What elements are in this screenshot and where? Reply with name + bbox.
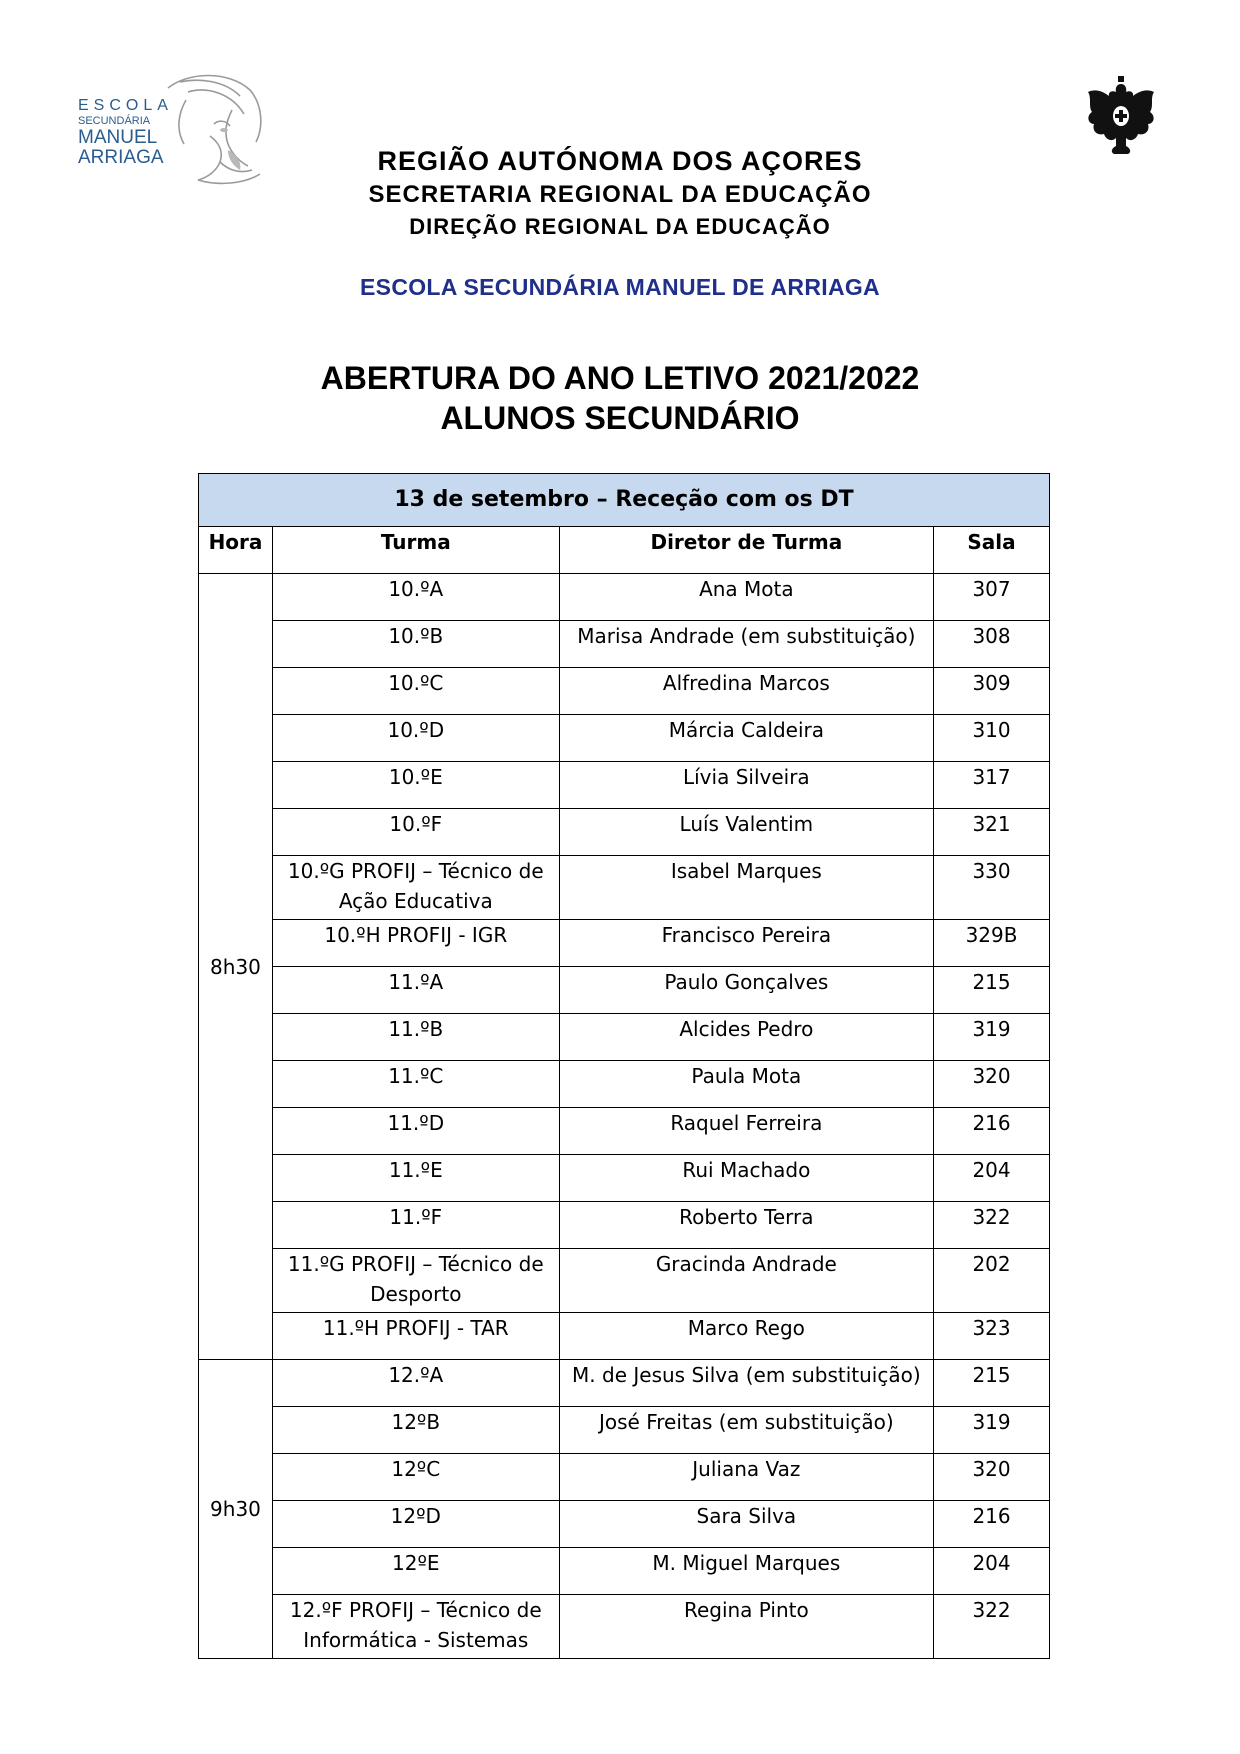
table-row xyxy=(199,1014,1050,1061)
turma-cell: 12ºD xyxy=(272,1501,559,1548)
diretor-cell: Francisco Pereira xyxy=(559,920,933,967)
turma-cell: 11.ºF xyxy=(272,1202,559,1249)
directorate-title: DIREÇÃO REGIONAL DA EDUCAÇÃO xyxy=(409,214,831,239)
column-header-sala: Sala xyxy=(934,527,1050,574)
turma-cell: 11.ºC xyxy=(272,1061,559,1108)
sala-cell: 202 xyxy=(934,1249,1050,1313)
diretor-cell: Paulo Gonçalves xyxy=(559,967,933,1014)
turma-cell: 10.ºH PROFIJ - IGR xyxy=(272,920,559,967)
turma-cell: 10.ºE xyxy=(272,762,559,809)
sala-cell: 330 xyxy=(934,856,1050,920)
turma-cell: 12ºB xyxy=(272,1407,559,1454)
document-title xyxy=(0,358,1240,438)
table-row xyxy=(199,920,1050,967)
turma-cell: 11.ºG PROFIJ – Técnico de Desporto xyxy=(272,1249,559,1313)
turma-cell: 10.ºC xyxy=(272,668,559,715)
document-title-line-2: ALUNOS SECUNDÁRIO xyxy=(440,400,800,436)
table-row xyxy=(199,967,1050,1014)
table-caption: 13 de setembro – Receção com os DT xyxy=(199,474,1050,527)
diretor-cell: Luís Valentim xyxy=(559,809,933,856)
document-title-line-1: ABERTURA DO ANO LETIVO 2021/2022 xyxy=(320,360,920,396)
hora-cell: 9h30 xyxy=(199,1360,273,1659)
turma-cell: 10.ºF xyxy=(272,809,559,856)
turma-cell: 10.ºD xyxy=(272,715,559,762)
turma-cell: 11.ºB xyxy=(272,1014,559,1061)
turma-cell: 11.ºH PROFIJ - TAR xyxy=(272,1313,559,1360)
sala-cell: 307 xyxy=(934,574,1050,621)
diretor-cell: Alcides Pedro xyxy=(559,1014,933,1061)
sala-cell: 323 xyxy=(934,1313,1050,1360)
sala-cell: 320 xyxy=(934,1454,1050,1501)
table-row xyxy=(199,1454,1050,1501)
diretor-cell: José Freitas (em substituição) xyxy=(559,1407,933,1454)
diretor-cell: Alfredina Marcos xyxy=(559,668,933,715)
table-row xyxy=(199,1108,1050,1155)
table-row xyxy=(199,668,1050,715)
logo-line-4: ARRIAGA xyxy=(78,147,164,168)
column-header-diretor: Diretor de Turma xyxy=(559,527,933,574)
table-row xyxy=(199,1155,1050,1202)
sala-cell: 317 xyxy=(934,762,1050,809)
table-row xyxy=(199,762,1050,809)
diretor-cell: Marco Rego xyxy=(559,1313,933,1360)
turma-cell: 12.ºA xyxy=(272,1360,559,1407)
sala-cell: 319 xyxy=(934,1407,1050,1454)
school-name: ESCOLA SECUNDÁRIA MANUEL DE ARRIAGA xyxy=(360,274,880,300)
diretor-cell: Marisa Andrade (em substituição) xyxy=(559,621,933,668)
column-header-turma: Turma xyxy=(272,527,559,574)
table-row xyxy=(199,621,1050,668)
sala-cell: 310 xyxy=(934,715,1050,762)
turma-cell: 10.ºA xyxy=(272,574,559,621)
table-row xyxy=(199,1202,1050,1249)
turma-cell: 11.ºD xyxy=(272,1108,559,1155)
turma-cell: 12ºC xyxy=(272,1454,559,1501)
azores-eagle-emblem-icon xyxy=(1082,76,1160,156)
diretor-cell: Márcia Caldeira xyxy=(559,715,933,762)
turma-cell: 12ºE xyxy=(272,1548,559,1595)
diretor-cell: Isabel Marques xyxy=(559,856,933,920)
logo-line-3: MANUEL xyxy=(78,127,158,148)
logo-line-1: ESCOLA xyxy=(78,97,173,114)
hora-cell: 8h30 xyxy=(199,574,273,1360)
sala-cell: 308 xyxy=(934,621,1050,668)
sala-cell: 216 xyxy=(934,1501,1050,1548)
sala-cell: 320 xyxy=(934,1061,1050,1108)
diretor-cell: Ana Mota xyxy=(559,574,933,621)
table-row xyxy=(199,1501,1050,1548)
sala-cell: 321 xyxy=(934,809,1050,856)
table-row xyxy=(199,1595,1050,1659)
diretor-cell: Rui Machado xyxy=(559,1155,933,1202)
diretor-cell: Juliana Vaz xyxy=(559,1454,933,1501)
table-row xyxy=(199,715,1050,762)
sala-cell: 319 xyxy=(934,1014,1050,1061)
sala-cell: 329B xyxy=(934,920,1050,967)
diretor-cell: Roberto Terra xyxy=(559,1202,933,1249)
column-header-hora: Hora xyxy=(199,527,273,574)
turma-cell: 10.ºB xyxy=(272,621,559,668)
table-row xyxy=(199,574,1050,621)
sala-cell: 216 xyxy=(934,1108,1050,1155)
table-row xyxy=(199,856,1050,920)
table-row xyxy=(199,1548,1050,1595)
secretariat-title: SECRETARIA REGIONAL DA EDUCAÇÃO xyxy=(368,181,872,208)
turma-cell: 11.ºA xyxy=(272,967,559,1014)
sala-cell: 204 xyxy=(934,1155,1050,1202)
table-row xyxy=(199,1061,1050,1108)
table-row xyxy=(199,1407,1050,1454)
logo-line-2: SECUNDÁRIA xyxy=(78,115,151,127)
turma-cell: 12.ºF PROFIJ – Técnico de Informática - Sistemas xyxy=(272,1595,559,1659)
diretor-cell: Sara Silva xyxy=(559,1501,933,1548)
sala-cell: 322 xyxy=(934,1202,1050,1249)
diretor-cell: Gracinda Andrade xyxy=(559,1249,933,1313)
sala-cell: 204 xyxy=(934,1548,1050,1595)
turma-cell: 11.ºE xyxy=(272,1155,559,1202)
table-row xyxy=(199,1313,1050,1360)
diretor-cell: Regina Pinto xyxy=(559,1595,933,1659)
sala-cell: 215 xyxy=(934,1360,1050,1407)
turma-cell: 10.ºG PROFIJ – Técnico de Ação Educativa xyxy=(272,856,559,920)
diretor-cell: Paula Mota xyxy=(559,1061,933,1108)
region-title: REGIÃO AUTÓNOMA DOS AÇORES xyxy=(377,146,863,176)
sala-cell: 309 xyxy=(934,668,1050,715)
schedule-table xyxy=(198,473,1050,1659)
table-row xyxy=(199,1249,1050,1313)
diretor-cell: M. Miguel Marques xyxy=(559,1548,933,1595)
sala-cell: 322 xyxy=(934,1595,1050,1659)
diretor-cell: M. de Jesus Silva (em substituição) xyxy=(559,1360,933,1407)
table-row xyxy=(199,1360,1050,1407)
diretor-cell: Raquel Ferreira xyxy=(559,1108,933,1155)
table-row xyxy=(199,809,1050,856)
diretor-cell: Lívia Silveira xyxy=(559,762,933,809)
sala-cell: 215 xyxy=(934,967,1050,1014)
